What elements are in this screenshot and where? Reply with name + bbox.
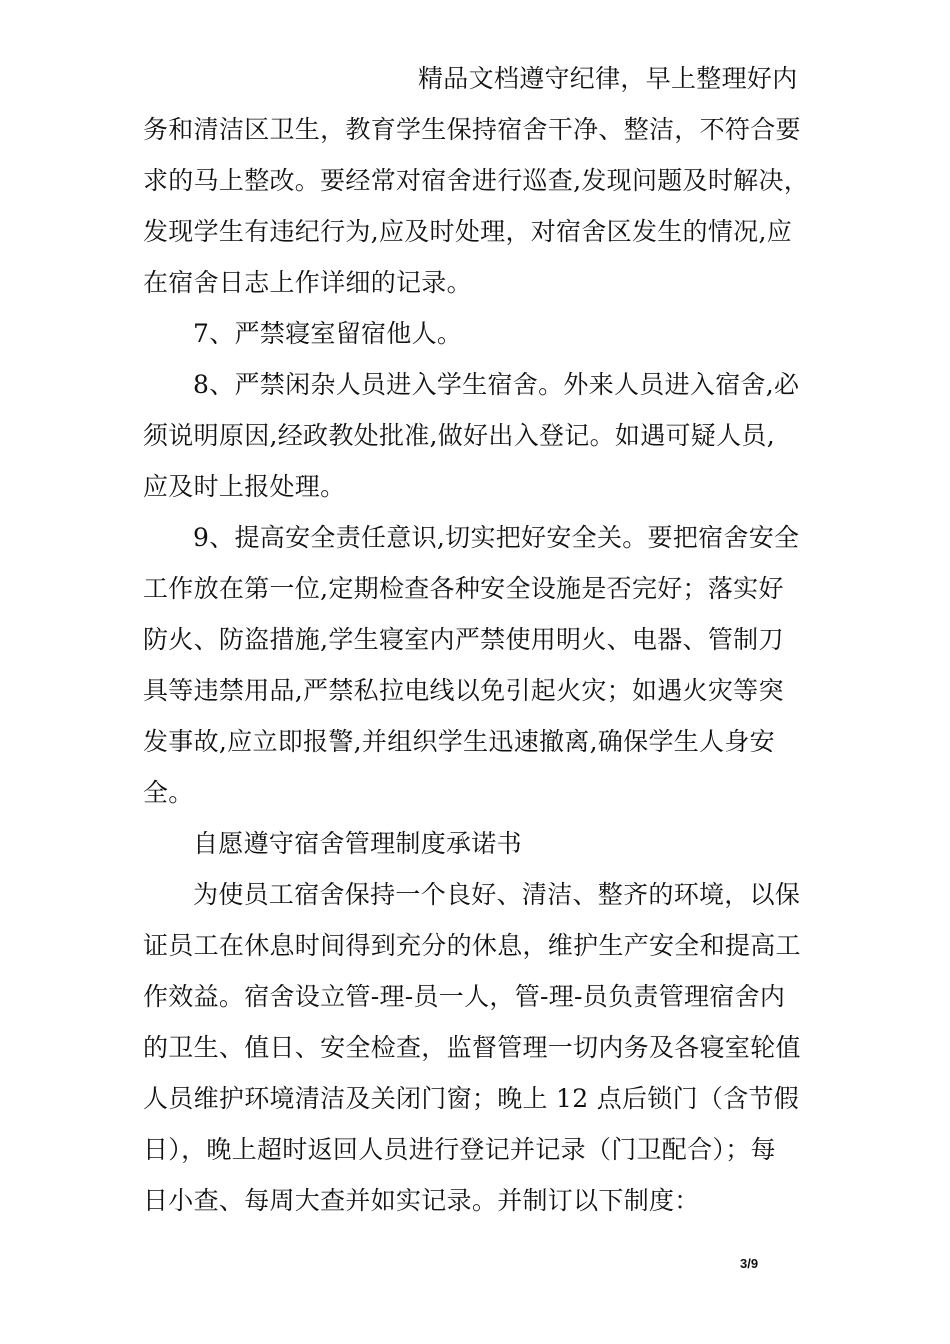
text-line-2: 务和清洁区卫生，教育学生保持宿舍干净、整洁，不符合要 [143, 115, 801, 144]
text-line-5: 在宿舍日志上作详细的记录。 [143, 268, 472, 297]
text-line-1: 精品文档遵守纪律，早上整理好内 [418, 64, 798, 93]
text-line-15: 全。 [143, 778, 194, 807]
text-line-13: 具等违禁用品,严禁私拉电线以免引起火灾；如遇火灾等突 [143, 676, 784, 705]
page-number: 3/9 [740, 1256, 759, 1271]
text-line-4: 发现学生有违纪行为,应及时处理，对宿舍区发生的情况,应 [143, 217, 792, 246]
text-line-20: 的卫生、值日、安全检查，监督管理一切内务及各寝室轮值 [143, 1033, 801, 1062]
item-7: 7、严禁寝室留宿他人。 [193, 319, 463, 348]
text-line-21: 人员维护环境清洁及关闭门窗；晚上 12 点后锁门（含节假 [143, 1084, 800, 1113]
text-line-22: 日），晚上超时返回人员进行登记并记录（门卫配合）；每 [143, 1135, 776, 1164]
section-title: 自愿遵守宿舍管理制度承诺书 [193, 829, 522, 858]
text-line-11: 工作放在第一位,定期检查各种安全设施是否完好；落实好 [143, 574, 784, 603]
text-line-14: 发事故,应立即报警,并组织学生迅速撤离,确保学生人身安 [143, 727, 775, 756]
item-9: 9、提高安全责任意识,切实把好安全关。要把宿舍安全 [193, 523, 800, 552]
text-line-8: 须说明原因,经政教处批准,做好出入登记。如遇可疑人员, [143, 421, 775, 450]
text-line-23: 日小查、每周大查并如实记录。并制订以下制度： [143, 1186, 700, 1215]
text-line-19: 作效益。宿舍设立管-理-员一人，管-理-员负责管理宿舍内 [143, 982, 786, 1011]
text-line-12: 防火、防盗措施,学生寝室内严禁使用明火、电器、管制刀 [143, 625, 784, 654]
text-line-9: 应及时上报处理。 [143, 472, 346, 501]
item-8: 8、严禁闲杂人员进入学生宿舍。外来人员进入宿舍,必 [193, 370, 800, 399]
text-line-3: 求的马上整改。要经常对宿舍进行巡查,发现问题及时解决， [143, 166, 810, 195]
paragraph-start: 为使员工宿舍保持一个良好、清洁、整齐的环境，以保 [193, 880, 801, 909]
text-line-18: 证员工在休息时间得到充分的休息，维护生产安全和提高工 [143, 931, 801, 960]
